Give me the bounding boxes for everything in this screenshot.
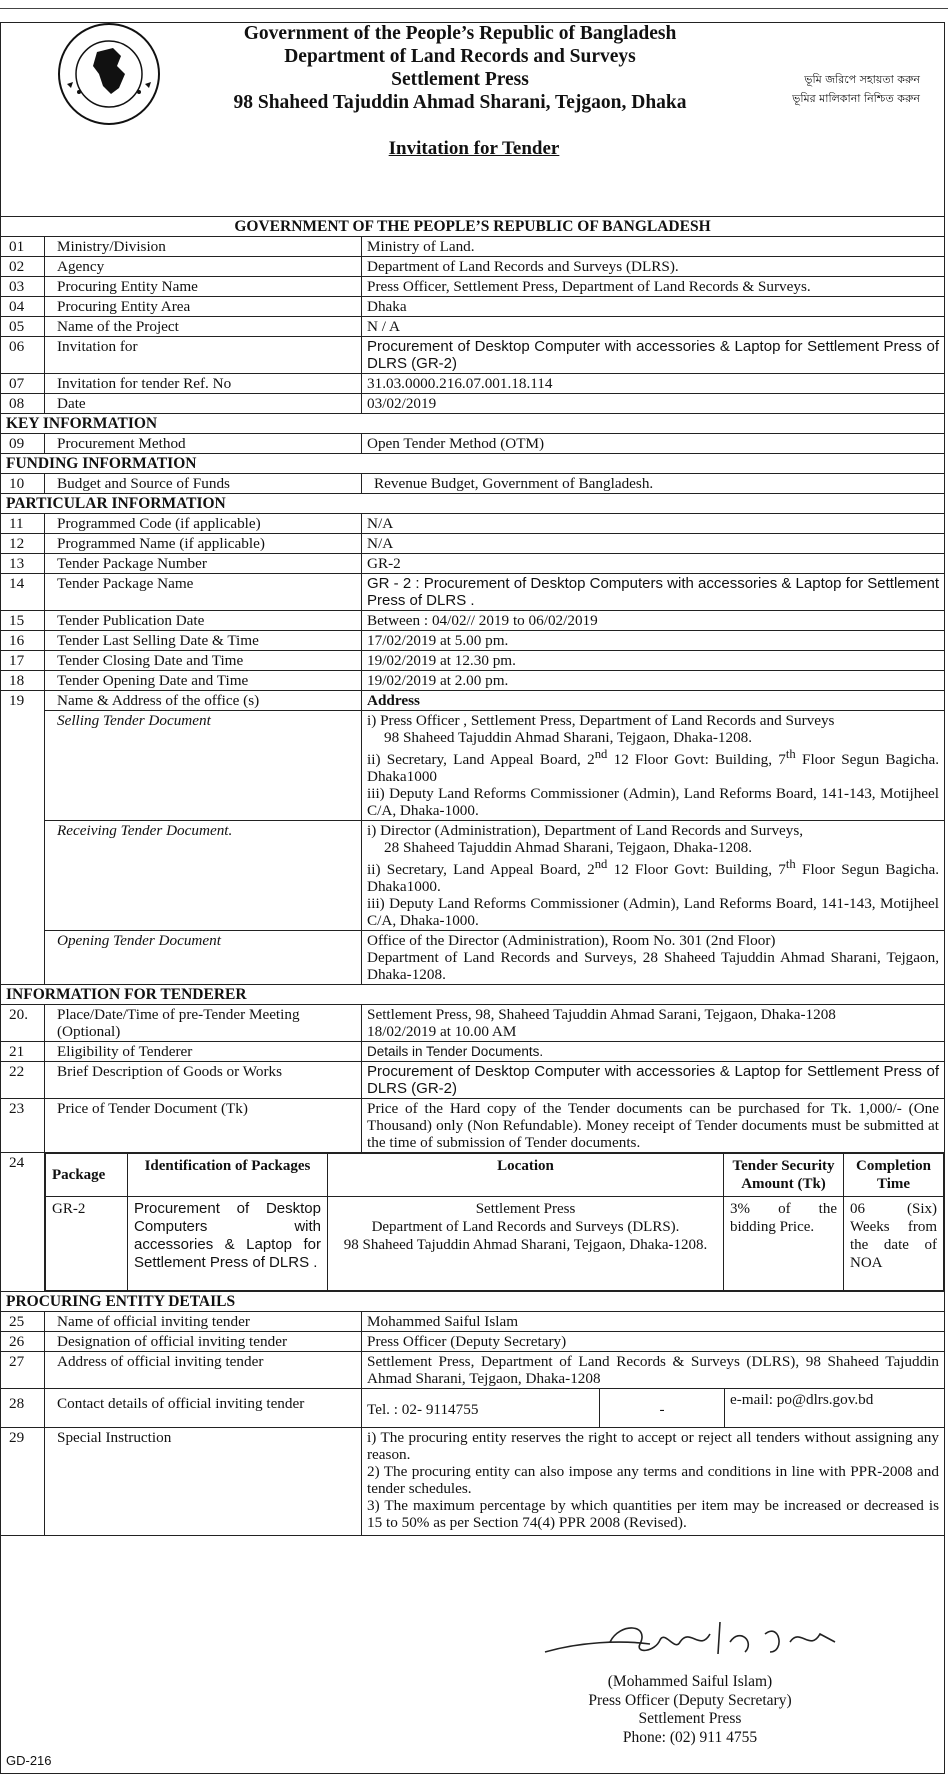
package-table xyxy=(45,1153,944,1291)
section-procuring-entity-details: PROCURING ENTITY DETAILS xyxy=(1,1292,945,1312)
table-row xyxy=(1,374,945,394)
row-number: 13 xyxy=(1,554,45,574)
row-value: 31.03.0000.216.07.001.18.114 xyxy=(362,374,945,394)
row-number: 20. xyxy=(1,1005,45,1042)
table-row xyxy=(1,474,945,494)
section-particular-information: PARTICULAR INFORMATION xyxy=(1,494,945,514)
row-value: Ministry of Land. xyxy=(362,237,945,257)
row-value: Open Tender Method (OTM) xyxy=(362,434,945,454)
contact-phone: Tel. : 02- 9114755 xyxy=(362,1389,600,1427)
row-value: Mohammed Saiful Islam xyxy=(362,1312,945,1332)
row-label: Ministry/Division xyxy=(45,237,362,257)
opening-address xyxy=(362,931,945,985)
row-value: 17/02/2019 at 5.00 pm. xyxy=(362,631,945,651)
gov-header: GOVERNMENT OF THE PEOPLE’S REPUBLIC OF BANGLADESH xyxy=(1,217,945,237)
address-line: 28 Shaheed Tajuddin Ahmad Sharani, Tejgaon, Dhaka-1208. xyxy=(384,839,753,857)
table-row xyxy=(1,297,945,317)
row-number: 27 xyxy=(1,1352,45,1389)
row-value: N / A xyxy=(362,317,945,337)
col-package: Package xyxy=(46,1154,128,1197)
table-row xyxy=(1,434,945,454)
table-row xyxy=(1,277,945,297)
table-row xyxy=(1,337,945,374)
location-line: Department of Land Records and Surveys (DLRS). xyxy=(371,1219,680,1236)
row-label: Programmed Name (if applicable) xyxy=(45,534,362,554)
row-value: Dhaka xyxy=(362,297,945,317)
row-number: 10 xyxy=(1,474,45,494)
signatory-phone: Phone: (02) 911 4755 xyxy=(622,1728,758,1746)
row-value: N/A xyxy=(362,534,945,554)
contact-fax: - xyxy=(600,1389,725,1427)
row-number: 26 xyxy=(1,1332,45,1352)
table-row xyxy=(1,1099,945,1153)
address-line: i) Director (Administration), Department of Land Records and Surveys, xyxy=(367,822,804,840)
row-value: GR-2 xyxy=(362,554,945,574)
meeting-time: 18/02/2019 at 10.00 AM xyxy=(367,1023,517,1041)
selling-label: Selling Tender Document xyxy=(45,711,362,821)
receiving-label: Receiving Tender Document. xyxy=(45,821,362,931)
letterhead-line-3: Settlement Press xyxy=(391,69,529,90)
selling-addresses xyxy=(362,711,945,821)
row-value: 19/02/2019 at 12.30 pm. xyxy=(362,651,945,671)
row-label: Brief Description of Goods or Works xyxy=(45,1062,362,1099)
package-location xyxy=(328,1197,724,1291)
row-value: Press Officer (Deputy Secretary) xyxy=(362,1332,945,1352)
row-number: 08 xyxy=(1,394,45,414)
table-row xyxy=(1,514,945,534)
table-row xyxy=(1,317,945,337)
row-value: 03/02/2019 xyxy=(362,394,945,414)
section-funding-information: FUNDING INFORMATION xyxy=(1,454,945,474)
completion-time: 06 (Six) Weeks from the date of NOA xyxy=(844,1197,944,1291)
address-line: 98 Shaheed Tajuddin Ahmad Sharani, Tejgaon, Dhaka-1208. xyxy=(384,729,753,746)
row-label: Tender Publication Date xyxy=(45,611,362,631)
slogan-line-2: ভূমির মালিকানা নিশ্চিত করুন xyxy=(792,92,920,105)
row-value: Between : 04/02// 2019 to 06/02/2019 xyxy=(362,611,945,631)
row-number: 09 xyxy=(1,434,45,454)
row-number: 02 xyxy=(1,257,45,277)
row-value: Address xyxy=(362,691,945,711)
document-title: Invitation for Tender xyxy=(388,138,560,159)
opening-label: Opening Tender Document xyxy=(45,931,362,985)
contact-email: e-mail: po@dlrs.gov.bd xyxy=(730,1391,874,1409)
letterhead-line-1: Government of the People’s Republic of Bangladesh xyxy=(243,23,677,44)
address-line: Department of Land Records and Surveys, 28 Shaheed Tajuddin Ahmad Sharani, Tejgaon, Dhaka-1208. xyxy=(367,949,939,984)
table-row xyxy=(1,257,945,277)
table-row xyxy=(1,1332,945,1352)
special-instructions xyxy=(362,1428,945,1536)
row-label: Name of official inviting tender xyxy=(45,1312,362,1332)
contact-cell xyxy=(362,1389,945,1428)
row-label: Place/Date/Time of pre-Tender Meeting (Optional) xyxy=(45,1005,362,1042)
signature-handwriting xyxy=(540,1612,840,1672)
row-number: 22 xyxy=(1,1062,45,1099)
address-line: Office of the Director (Administration), Room No. 301 (2nd Floor) xyxy=(367,932,776,950)
row-label: Designation of official inviting tender xyxy=(45,1332,362,1352)
row-label: Special Instruction xyxy=(45,1428,362,1536)
address-line: iii) Deputy Land Reforms Commissioner (Admin), Land Reforms Board, 141-143, Motijheel C/A, Dhaka-1000. xyxy=(367,895,939,930)
row-label: Eligibility of Tenderer xyxy=(45,1042,362,1062)
row-label: Tender Opening Date and Time xyxy=(45,671,362,691)
row-number: 19 xyxy=(1,691,45,985)
col-location: Location xyxy=(328,1154,724,1197)
row-number: 15 xyxy=(1,611,45,631)
row-value: Procurement of Desktop Computer with accessories & Laptop for Settlement Press of DLRS (GR-2) xyxy=(362,337,945,374)
receiving-addresses xyxy=(362,821,945,931)
package-identification: Procurement of Desktop Computers with accessories & Laptop for Settlement Press of DLRS . xyxy=(128,1197,328,1291)
row-label: Contact details of official inviting tender xyxy=(45,1389,362,1428)
row-label: Name of the Project xyxy=(45,317,362,337)
col-identification: Identification of Packages xyxy=(128,1154,328,1197)
signatory-name: (Mohammed Saiful Islam) xyxy=(607,1673,773,1690)
row-number: 29 xyxy=(1,1428,45,1536)
top-rule xyxy=(0,8,948,9)
row-value: Department of Land Records and Surveys (DLRS). xyxy=(362,257,945,277)
row-number: 25 xyxy=(1,1312,45,1332)
letterhead-line-4: 98 Shaheed Tajuddin Ahmad Sharani, Tejgaon, Dhaka xyxy=(233,92,687,113)
address-line: ii) Secretary, Land Appeal Board, 2nd 12 Floor Govt: Building, 7th Floor Segun Bagicha. Dhaka1000 xyxy=(367,747,939,786)
row-value: N/A xyxy=(362,514,945,534)
instruction-item: i) The procuring entity reserves the right to accept or reject all tenders without assigning any reason. xyxy=(367,1429,939,1464)
instruction-item: 2) The procuring entity can also impose any terms and conditions in line with PPR-2008 and tender schedules. xyxy=(367,1463,939,1498)
address-line: i) Press Officer , Settlement Press, Department of Land Records and Surveys xyxy=(367,712,835,729)
table-row xyxy=(1,1312,945,1332)
address-line: iii) Deputy Land Reforms Commissioner (Admin), Land Reforms Board, 141-143, Motijheel C/A, Dhaka-1000. xyxy=(367,785,939,820)
row-number: 01 xyxy=(1,237,45,257)
row-label: Programmed Code (if applicable) xyxy=(45,514,362,534)
row-label: Tender Package Name xyxy=(45,574,362,611)
table-row xyxy=(1,1042,945,1062)
table-row xyxy=(1,1062,945,1099)
row-label: Agency xyxy=(45,257,362,277)
table-row xyxy=(1,1428,945,1536)
row-number: 28 xyxy=(1,1389,45,1428)
signature-date: 03/02/2019 xyxy=(660,1647,665,1648)
row-value: Revenue Budget, Government of Bangladesh. xyxy=(362,474,945,494)
slogan-line-1: ভূমি জরিপে সহায়তা করুন xyxy=(804,73,920,86)
table-row xyxy=(1,631,945,651)
row-value: Price of the Hard copy of the Tender documents can be purchased for Tk. 1,000/- (One Thousand) only (Non Refundable). Money receipt of Tender documents must be submitted at the time of submission of Tender documents. xyxy=(362,1099,945,1153)
row-number: 21 xyxy=(1,1042,45,1062)
table-row xyxy=(1,1352,945,1389)
table-row xyxy=(1,821,945,931)
section-key-information: KEY INFORMATION xyxy=(1,414,945,434)
row-value: 19/02/2019 at 2.00 pm. xyxy=(362,671,945,691)
row-label: Tender Closing Date and Time xyxy=(45,651,362,671)
row-label: Date xyxy=(45,394,362,414)
row-label: Invitation for tender Ref. No xyxy=(45,374,362,394)
government-emblem-icon xyxy=(57,22,161,126)
instruction-item: 3) The maximum percentage by which quantities per item may be increased or decreased is 15 to 50% as per Section 74(4) PPR 2008 (Revised). xyxy=(367,1497,939,1532)
row-label: Tender Last Selling Date & Time xyxy=(45,631,362,651)
row-value xyxy=(362,1005,945,1042)
row-label: Price of Tender Document (Tk) xyxy=(45,1099,362,1153)
security-amount: 3% of the bidding Price. xyxy=(724,1197,844,1291)
address-line: ii) Secretary, Land Appeal Board, 2nd 12 Floor Govt: Building, 7th Floor Segun Bagicha. Dhaka1000. xyxy=(367,857,939,896)
table-row xyxy=(1,534,945,554)
table-row xyxy=(1,574,945,611)
row-number: 06 xyxy=(1,337,45,374)
col-security: Tender Security Amount (Tk) xyxy=(724,1154,844,1197)
table-row xyxy=(1,554,945,574)
meeting-place: Settlement Press, 98, Shaheed Tajuddin Ahmad Sarani, Tejgaon, Dhaka-1208 xyxy=(367,1006,836,1024)
row-number: 23 xyxy=(1,1099,45,1153)
table-row xyxy=(1,1153,945,1292)
signatory-office: Settlement Press xyxy=(638,1710,742,1727)
table-row xyxy=(1,1005,945,1042)
form-code: GD-216 xyxy=(6,1753,52,1768)
location-line: Settlement Press xyxy=(475,1201,576,1218)
signatory-designation: Press Officer (Deputy Secretary) xyxy=(588,1691,792,1709)
row-label: Name & Address of the office (s) xyxy=(45,691,362,711)
table-row xyxy=(1,671,945,691)
row-number: 24 xyxy=(1,1153,45,1292)
col-completion: Completion Time xyxy=(844,1154,944,1197)
tender-table xyxy=(0,216,945,1536)
table-row xyxy=(1,691,945,711)
row-value: Settlement Press, Department of Land Records & Surveys (DLRS), 98 Shaheed Tajuddin Ahmad Sharani, Tejgaon, Dhaka-1208 xyxy=(362,1352,945,1389)
row-label: Tender Package Number xyxy=(45,554,362,574)
table-row xyxy=(1,931,945,985)
table-row xyxy=(1,1389,945,1428)
letterhead xyxy=(190,22,730,114)
row-number: 18 xyxy=(1,671,45,691)
row-label: Procuring Entity Name xyxy=(45,277,362,297)
row-number: 16 xyxy=(1,631,45,651)
table-row xyxy=(1,651,945,671)
row-label: Procuring Entity Area xyxy=(45,297,362,317)
row-number: 03 xyxy=(1,277,45,297)
section-information-for-tenderer: INFORMATION FOR TENDERER xyxy=(1,985,945,1005)
row-number: 07 xyxy=(1,374,45,394)
row-number: 05 xyxy=(1,317,45,337)
row-value: Details in Tender Documents. xyxy=(362,1042,945,1062)
letterhead-line-2: Department of Land Records and Surveys xyxy=(284,46,636,67)
row-number: 11 xyxy=(1,514,45,534)
row-label: Budget and Source of Funds xyxy=(45,474,362,494)
row-label: Procurement Method xyxy=(45,434,362,454)
row-label: Address of official inviting tender xyxy=(45,1352,362,1389)
row-value: Procurement of Desktop Computer with accessories & Laptop for Settlement Press of DLRS (GR-2) xyxy=(362,1062,945,1099)
row-number: 04 xyxy=(1,297,45,317)
row-number: 17 xyxy=(1,651,45,671)
table-row xyxy=(1,237,945,257)
location-line: 98 Shaheed Tajuddin Ahmad Sharani, Tejgaon, Dhaka-1208. xyxy=(343,1237,708,1254)
table-row xyxy=(1,711,945,821)
row-number: 12 xyxy=(1,534,45,554)
row-value: Press Officer, Settlement Press, Department of Land Records & Surveys. xyxy=(362,277,945,297)
package-cell xyxy=(45,1153,945,1292)
row-label: Invitation for xyxy=(45,337,362,374)
slogan xyxy=(720,70,920,108)
table-row xyxy=(1,394,945,414)
row-number: 14 xyxy=(1,574,45,611)
row-value: GR - 2 : Procurement of Desktop Computers with accessories & Laptop for Settlement Press of DLRS . xyxy=(362,574,945,611)
table-row xyxy=(1,611,945,631)
package-number: GR-2 xyxy=(46,1197,128,1291)
signature-block xyxy=(520,1673,860,1747)
